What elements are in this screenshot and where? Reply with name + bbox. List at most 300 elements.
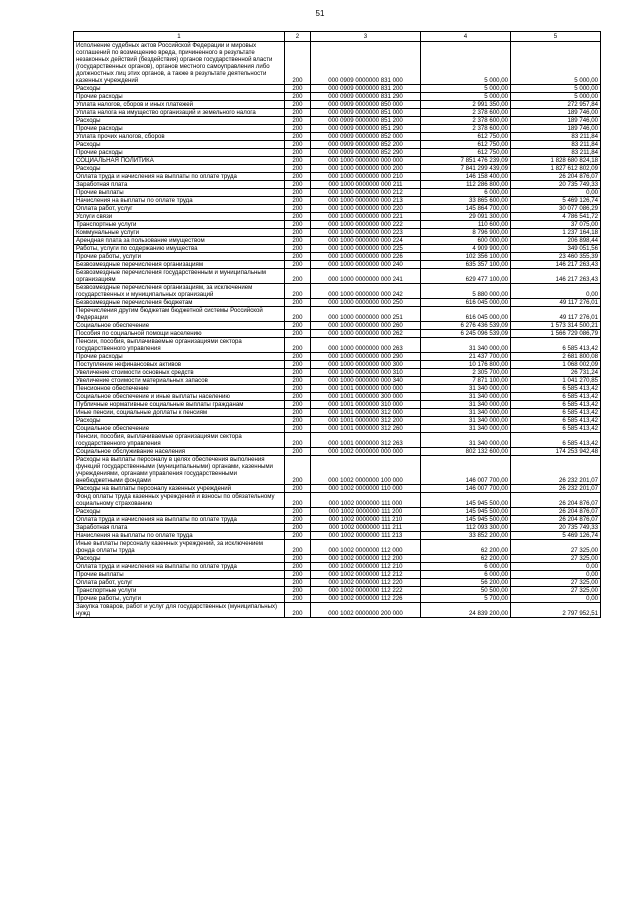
executed-amount: 349 051,56 (511, 245, 601, 253)
approved-amount: 31 340 000,00 (421, 425, 511, 433)
line-code: 200 (285, 197, 311, 205)
approved-amount: 5 000,00 (421, 93, 511, 101)
executed-amount: 83 211,84 (511, 141, 601, 149)
expense-name (74, 93, 285, 101)
line-code: 200 (285, 353, 311, 361)
classification-code: 000 1002 0000000 112 200 (311, 555, 421, 563)
classification-code: 000 1000 0000000 000 240 (311, 261, 421, 269)
expense-name-text: Социальное обеспечение (76, 425, 150, 432)
line-code: 200 (285, 361, 311, 369)
approved-amount: 612 750,00 (421, 149, 511, 157)
approved-amount: 62 200,00 (421, 555, 511, 563)
expense-name (74, 595, 285, 603)
executed-amount: 1 041 270,85 (511, 377, 601, 385)
approved-amount: 6 000,00 (421, 563, 511, 571)
classification-code: 000 1000 0000000 000 263 (311, 338, 421, 353)
table-row (74, 149, 601, 157)
approved-amount: 2 991 350,00 (421, 101, 511, 109)
line-code: 200 (285, 409, 311, 417)
expense-name-text: Безвозмездные перечисления бюджетам (76, 299, 193, 306)
table-row (74, 532, 601, 540)
expense-name-text: Арендная плата за пользование имуществом (76, 237, 205, 244)
classification-code: 000 1000 0000000 000 250 (311, 299, 421, 307)
executed-amount: 0,00 (511, 284, 601, 299)
column-header-3: 3 (311, 32, 421, 42)
table-row (74, 385, 601, 393)
expense-name (74, 284, 285, 299)
expense-name (74, 173, 285, 181)
classification-code: 000 1000 0000000 000 340 (311, 377, 421, 385)
line-code: 200 (285, 369, 311, 377)
budget-report-table (73, 31, 601, 618)
page-number: 51 (315, 9, 325, 18)
table-row (74, 221, 601, 229)
expense-name (74, 149, 285, 157)
expense-name (74, 338, 285, 353)
approved-amount: 5 880 000,00 (421, 284, 511, 299)
expense-name-text: Начисления на выплаты по оплате труда (76, 197, 193, 204)
approved-amount: 6 000,00 (421, 189, 511, 197)
table-row (74, 299, 601, 307)
expense-name-text: Расходы (76, 117, 101, 124)
expense-name (74, 85, 285, 93)
table-row (74, 516, 601, 524)
expense-name-text: Работы, услуги по содержанию имущества (76, 245, 198, 252)
classification-code: 000 1001 0000000 312 260 (311, 425, 421, 433)
approved-amount: 21 437 700,00 (421, 353, 511, 361)
approved-amount: 802 132 600,00 (421, 448, 511, 456)
line-code: 200 (285, 93, 311, 101)
classification-code: 000 1000 0000000 000 241 (311, 269, 421, 284)
classification-code: 000 1002 0000000 112 212 (311, 571, 421, 579)
approved-amount: 2 378 600,00 (421, 125, 511, 133)
expense-name (74, 524, 285, 532)
expense-name-text: Расходы (76, 417, 101, 424)
executed-amount: 6 585 413,42 (511, 401, 601, 409)
approved-amount: 629 477 100,00 (421, 269, 511, 284)
table-row (74, 448, 601, 456)
executed-amount: 189 746,00 (511, 125, 601, 133)
classification-code: 000 1000 0000000 000 223 (311, 229, 421, 237)
table-row (74, 393, 601, 401)
expense-name-text: Пенсионное обеспечение (76, 385, 149, 392)
line-code: 200 (285, 149, 311, 157)
line-code: 200 (285, 221, 311, 229)
approved-amount: 10 176 800,00 (421, 361, 511, 369)
classification-code: 000 1002 0000000 100 000 (311, 456, 421, 485)
table-row (74, 245, 601, 253)
table-row (74, 213, 601, 221)
expense-name-text: Расходы (76, 85, 101, 92)
classification-code: 000 0909 0000000 852 000 (311, 133, 421, 141)
executed-amount: 26 204 876,07 (511, 508, 601, 516)
expense-name (74, 555, 285, 563)
approved-amount: 2 378 600,00 (421, 109, 511, 117)
classification-code: 000 1000 0000000 000 000 (311, 157, 421, 165)
table-row (74, 117, 601, 125)
classification-code: 000 0909 0000000 852 290 (311, 149, 421, 157)
line-code: 200 (285, 330, 311, 338)
executed-amount: 83 211,84 (511, 133, 601, 141)
executed-amount: 0,00 (511, 571, 601, 579)
expense-name-text: Прочие расходы (76, 149, 123, 156)
classification-code: 000 1002 0000000 111 211 (311, 524, 421, 532)
expense-name (74, 516, 285, 524)
expense-name (74, 353, 285, 361)
line-code: 200 (285, 338, 311, 353)
expense-name (74, 409, 285, 417)
table-row (74, 595, 601, 603)
table-row (74, 229, 601, 237)
table-row (74, 284, 601, 299)
classification-code: 000 1000 0000000 000 213 (311, 197, 421, 205)
expense-name (74, 563, 285, 571)
expense-name-text: Заработная плата (76, 524, 128, 531)
expense-name-text: Уплата налогов, сборов и иных платежей (76, 101, 194, 108)
classification-code: 000 1000 0000000 000 200 (311, 165, 421, 173)
approved-amount: 31 340 000,00 (421, 401, 511, 409)
approved-amount: 24 839 200,00 (421, 603, 511, 618)
executed-amount: 5 000,00 (511, 42, 601, 85)
executed-amount: 272 957,84 (511, 101, 601, 109)
expense-name (74, 417, 285, 425)
line-code: 200 (285, 253, 311, 261)
line-code: 200 (285, 393, 311, 401)
expense-name-text: Закупка товаров, работ и услуг для государственных (муниципальных) нужд (76, 603, 278, 617)
expense-name (74, 189, 285, 197)
classification-code: 000 1002 0000000 200 000 (311, 603, 421, 618)
table-row (74, 237, 601, 245)
expense-name (74, 237, 285, 245)
expense-name (74, 101, 285, 109)
expense-name (74, 540, 285, 555)
table-row (74, 141, 601, 149)
expense-name (74, 245, 285, 253)
executed-amount: 6 585 413,42 (511, 338, 601, 353)
executed-amount: 26 204 876,07 (511, 493, 601, 508)
executed-amount: 5 469 126,74 (511, 197, 601, 205)
expense-name (74, 330, 285, 338)
expense-name (74, 433, 285, 448)
line-code: 200 (285, 540, 311, 555)
classification-code: 000 1002 0000000 110 000 (311, 485, 421, 493)
table-row (74, 253, 601, 261)
expense-name-text: Исполнение судебных актов Российской Федерации и мировых соглашений по возмещению вреда, причиненного в результате незаконных действий (бездействия) органов государственной власти (государственных органов), органов местного самоуправления либо должностных лиц этих органов, а также в результате деятельности казенных учреждений (76, 42, 273, 84)
line-code: 200 (285, 125, 311, 133)
expense-name-text: Транспортные услуги (76, 221, 137, 228)
table-row (74, 269, 601, 284)
line-code: 200 (285, 587, 311, 595)
approved-amount: 5 000,00 (421, 42, 511, 85)
executed-amount: 26 731,24 (511, 369, 601, 377)
table-row (74, 485, 601, 493)
executed-amount: 23 460 355,39 (511, 253, 601, 261)
executed-amount: 1 237 164,18 (511, 229, 601, 237)
line-code: 200 (285, 425, 311, 433)
executed-amount: 6 585 413,42 (511, 385, 601, 393)
line-code: 200 (285, 85, 311, 93)
column-header-4: 4 (421, 32, 511, 42)
expense-name-text: Пенсии, пособия, выплачиваемые организациями сектора государственного управления (76, 433, 242, 447)
table-row (74, 133, 601, 141)
executed-amount: 189 746,00 (511, 117, 601, 125)
approved-amount: 2 378 600,00 (421, 117, 511, 125)
line-code: 200 (285, 401, 311, 409)
line-code: 200 (285, 508, 311, 516)
table-row (74, 369, 601, 377)
approved-amount: 50 500,00 (421, 587, 511, 595)
approved-amount: 145 945 500,00 (421, 516, 511, 524)
classification-code: 000 1001 0000000 312 263 (311, 433, 421, 448)
executed-amount: 26 232 201,07 (511, 485, 601, 493)
expense-name-text: Оплата работ, услуг (76, 205, 133, 212)
executed-amount: 49 117 276,01 (511, 299, 601, 307)
expense-name-text: Уплата прочих налогов, сборов (76, 133, 165, 140)
approved-amount: 616 045 000,00 (421, 307, 511, 322)
table-row (74, 93, 601, 101)
table-row (74, 563, 601, 571)
classification-code: 000 1002 0000000 112 000 (311, 540, 421, 555)
line-code: 200 (285, 377, 311, 385)
line-code: 200 (285, 157, 311, 165)
expense-name (74, 141, 285, 149)
expense-name-text: Фонд оплаты труда казенных учреждений и взносы по обязательному социальному страхованию (76, 493, 275, 507)
approved-amount: 33 852 200,00 (421, 532, 511, 540)
expense-name (74, 229, 285, 237)
approved-amount: 612 750,00 (421, 141, 511, 149)
table-row (74, 540, 601, 555)
expense-name (74, 369, 285, 377)
expense-name (74, 213, 285, 221)
classification-code: 000 1000 0000000 000 220 (311, 205, 421, 213)
classification-code: 000 1001 0000000 312 200 (311, 417, 421, 425)
expense-name-text: Безвозмездные перечисления организациям, за исключением государственных и муниципальных организаций (76, 284, 253, 298)
expense-name (74, 603, 285, 618)
approved-amount: 33 865 600,00 (421, 197, 511, 205)
executed-amount: 26 232 201,07 (511, 456, 601, 485)
classification-code: 000 1002 0000000 112 220 (311, 579, 421, 587)
classification-code: 000 1000 0000000 000 310 (311, 369, 421, 377)
classification-code: 000 1002 0000000 112 222 (311, 587, 421, 595)
expense-name (74, 532, 285, 540)
expense-name (74, 133, 285, 141)
table-row (74, 338, 601, 353)
expense-name (74, 42, 285, 85)
executed-amount: 27 325,00 (511, 587, 601, 595)
approved-amount: 62 200,00 (421, 540, 511, 555)
expense-name (74, 117, 285, 125)
expense-name-text: Транспортные услуги (76, 587, 137, 594)
column-header-1: 1 (74, 32, 285, 42)
executed-amount: 37 075,00 (511, 221, 601, 229)
expense-name-text: Расходы (76, 508, 101, 515)
expense-name (74, 448, 285, 456)
executed-amount: 206 898,44 (511, 237, 601, 245)
approved-amount: 6 000,00 (421, 571, 511, 579)
table-row (74, 42, 601, 85)
executed-amount: 5 000,00 (511, 93, 601, 101)
executed-amount: 6 585 413,42 (511, 433, 601, 448)
line-code: 200 (285, 181, 311, 189)
expense-name (74, 322, 285, 330)
table-row (74, 307, 601, 322)
table-row (74, 433, 601, 448)
line-code: 200 (285, 524, 311, 532)
classification-code: 000 1001 0000000 310 000 (311, 401, 421, 409)
classification-code: 000 1000 0000000 000 226 (311, 253, 421, 261)
line-code: 200 (285, 205, 311, 213)
executed-amount: 30 077 086,29 (511, 205, 601, 213)
executed-amount: 2 797 952,51 (511, 603, 601, 618)
approved-amount: 146 007 700,00 (421, 485, 511, 493)
expense-name-text: Оплата работ, услуг (76, 579, 133, 586)
expense-name (74, 197, 285, 205)
table-row (74, 508, 601, 516)
approved-amount: 7 871 100,00 (421, 377, 511, 385)
approved-amount: 110 600,00 (421, 221, 511, 229)
executed-amount: 6 585 413,42 (511, 393, 601, 401)
expense-name-text: Прочие расходы (76, 125, 123, 132)
approved-amount: 145 945 500,00 (421, 493, 511, 508)
executed-amount: 27 325,00 (511, 579, 601, 587)
executed-amount: 146 217 263,43 (511, 261, 601, 269)
approved-amount: 31 340 000,00 (421, 338, 511, 353)
table-row (74, 425, 601, 433)
expense-name-text: Увеличение стоимости основных средств (76, 369, 194, 376)
classification-code: 000 1000 0000000 000 262 (311, 330, 421, 338)
expense-name (74, 307, 285, 322)
table-row (74, 571, 601, 579)
classification-code: 000 0909 0000000 831 290 (311, 93, 421, 101)
table-row (74, 456, 601, 485)
expense-name-text: Пенсии, пособия, выплачиваемые организациями сектора государственного управления (76, 338, 242, 352)
expense-name (74, 299, 285, 307)
table-row (74, 125, 601, 133)
line-code: 200 (285, 448, 311, 456)
expense-name-text: Перечисления другим бюджетам бюджетной системы Российской Федерации (76, 307, 263, 321)
expense-name (74, 165, 285, 173)
executed-amount: 1 573 314 500,21 (511, 322, 601, 330)
expense-name-text: Прочие расходы (76, 353, 123, 360)
classification-code: 000 0909 0000000 831 200 (311, 85, 421, 93)
expense-name (74, 157, 285, 165)
expense-name (74, 377, 285, 385)
executed-amount: 6 585 413,42 (511, 417, 601, 425)
line-code: 200 (285, 433, 311, 448)
table-row (74, 205, 601, 213)
line-code: 200 (285, 42, 311, 85)
table-row (74, 181, 601, 189)
expense-name-text: Расходы (76, 555, 101, 562)
executed-amount: 6 585 413,42 (511, 425, 601, 433)
executed-amount: 4 786 541,72 (511, 213, 601, 221)
table-row (74, 361, 601, 369)
expense-name-text: Пособия по социальной помощи населению (76, 330, 202, 337)
table-row (74, 189, 601, 197)
line-code: 200 (285, 213, 311, 221)
approved-amount: 4 909 900,00 (421, 245, 511, 253)
executed-amount: 26 204 876,07 (511, 173, 601, 181)
approved-amount: 616 045 000,00 (421, 299, 511, 307)
expense-name (74, 181, 285, 189)
table-row (74, 85, 601, 93)
expense-name-text: Расходы (76, 141, 101, 148)
approved-amount: 600 000,00 (421, 237, 511, 245)
line-code: 200 (285, 322, 311, 330)
table-row (74, 603, 601, 618)
approved-amount: 102 356 100,00 (421, 253, 511, 261)
classification-code: 000 1002 0000000 112 210 (311, 563, 421, 571)
expense-name (74, 205, 285, 213)
expense-name (74, 261, 285, 269)
line-code: 200 (285, 307, 311, 322)
expense-name-text: Прочие расходы (76, 93, 123, 100)
table-row (74, 409, 601, 417)
executed-amount: 27 325,00 (511, 555, 601, 563)
expense-name (74, 456, 285, 485)
expense-name (74, 579, 285, 587)
line-code: 200 (285, 229, 311, 237)
expense-name-text: Иные пенсии, социальные доплаты к пенсиям (76, 409, 208, 416)
executed-amount: 49 117 276,01 (511, 307, 601, 322)
expense-name-text: Оплата труда и начисления на выплаты по оплате труда (76, 173, 237, 180)
expense-name (74, 393, 285, 401)
line-code: 200 (285, 485, 311, 493)
expense-name (74, 269, 285, 284)
expense-name-text: Иные выплаты персоналу казенных учреждений, за исключением фонда оплаты труда (76, 540, 263, 554)
executed-amount: 174 253 942,48 (511, 448, 601, 456)
approved-amount: 612 750,00 (421, 133, 511, 141)
executed-amount: 5 469 126,74 (511, 532, 601, 540)
approved-amount: 145 945 500,00 (421, 508, 511, 516)
expense-name-text: Прочие работы, услуги (76, 595, 142, 602)
executed-amount: 5 000,00 (511, 85, 601, 93)
line-code: 200 (285, 245, 311, 253)
line-code: 200 (285, 165, 311, 173)
expense-name-text: Расходы на выплаты персоналу казенных учреждений (76, 485, 232, 492)
line-code: 200 (285, 417, 311, 425)
classification-code: 000 0909 0000000 851 290 (311, 125, 421, 133)
classification-code: 000 1002 0000000 111 210 (311, 516, 421, 524)
line-code: 200 (285, 385, 311, 393)
expense-name-text: Коммунальные услуги (76, 229, 139, 236)
expense-name-text: Прочие работы, услуги (76, 253, 142, 260)
expense-name-text: Безвозмездные перечисления государственным и муниципальным организациям (76, 269, 266, 283)
classification-code: 000 0909 0000000 850 000 (311, 101, 421, 109)
classification-code: 000 1000 0000000 000 222 (311, 221, 421, 229)
approved-amount: 635 357 100,00 (421, 261, 511, 269)
executed-amount: 27 325,00 (511, 540, 601, 555)
executed-amount: 1 068 002,09 (511, 361, 601, 369)
approved-amount: 31 340 000,00 (421, 393, 511, 401)
executed-amount: 6 585 413,42 (511, 409, 601, 417)
table-row (74, 377, 601, 385)
expense-name-text: Расходы (76, 165, 101, 172)
classification-code: 000 1002 0000000 112 226 (311, 595, 421, 603)
line-code: 200 (285, 173, 311, 181)
approved-amount: 7 851 476 239,09 (421, 157, 511, 165)
table-row (74, 587, 601, 595)
line-code: 200 (285, 261, 311, 269)
line-code: 200 (285, 493, 311, 508)
approved-amount: 6 276 436 539,09 (421, 322, 511, 330)
executed-amount: 0,00 (511, 563, 601, 571)
executed-amount: 0,00 (511, 595, 601, 603)
expense-name-text: Расходы на выплаты персоналу в целях обеспечения выполнения функций государственными (муниципальными) органами, казенными учреждениями, органами управления государственными внебюджетными фондами (76, 456, 273, 484)
classification-code: 000 0909 0000000 852 200 (311, 141, 421, 149)
expense-name-text: Заработная плата (76, 181, 128, 188)
line-code: 200 (285, 284, 311, 299)
